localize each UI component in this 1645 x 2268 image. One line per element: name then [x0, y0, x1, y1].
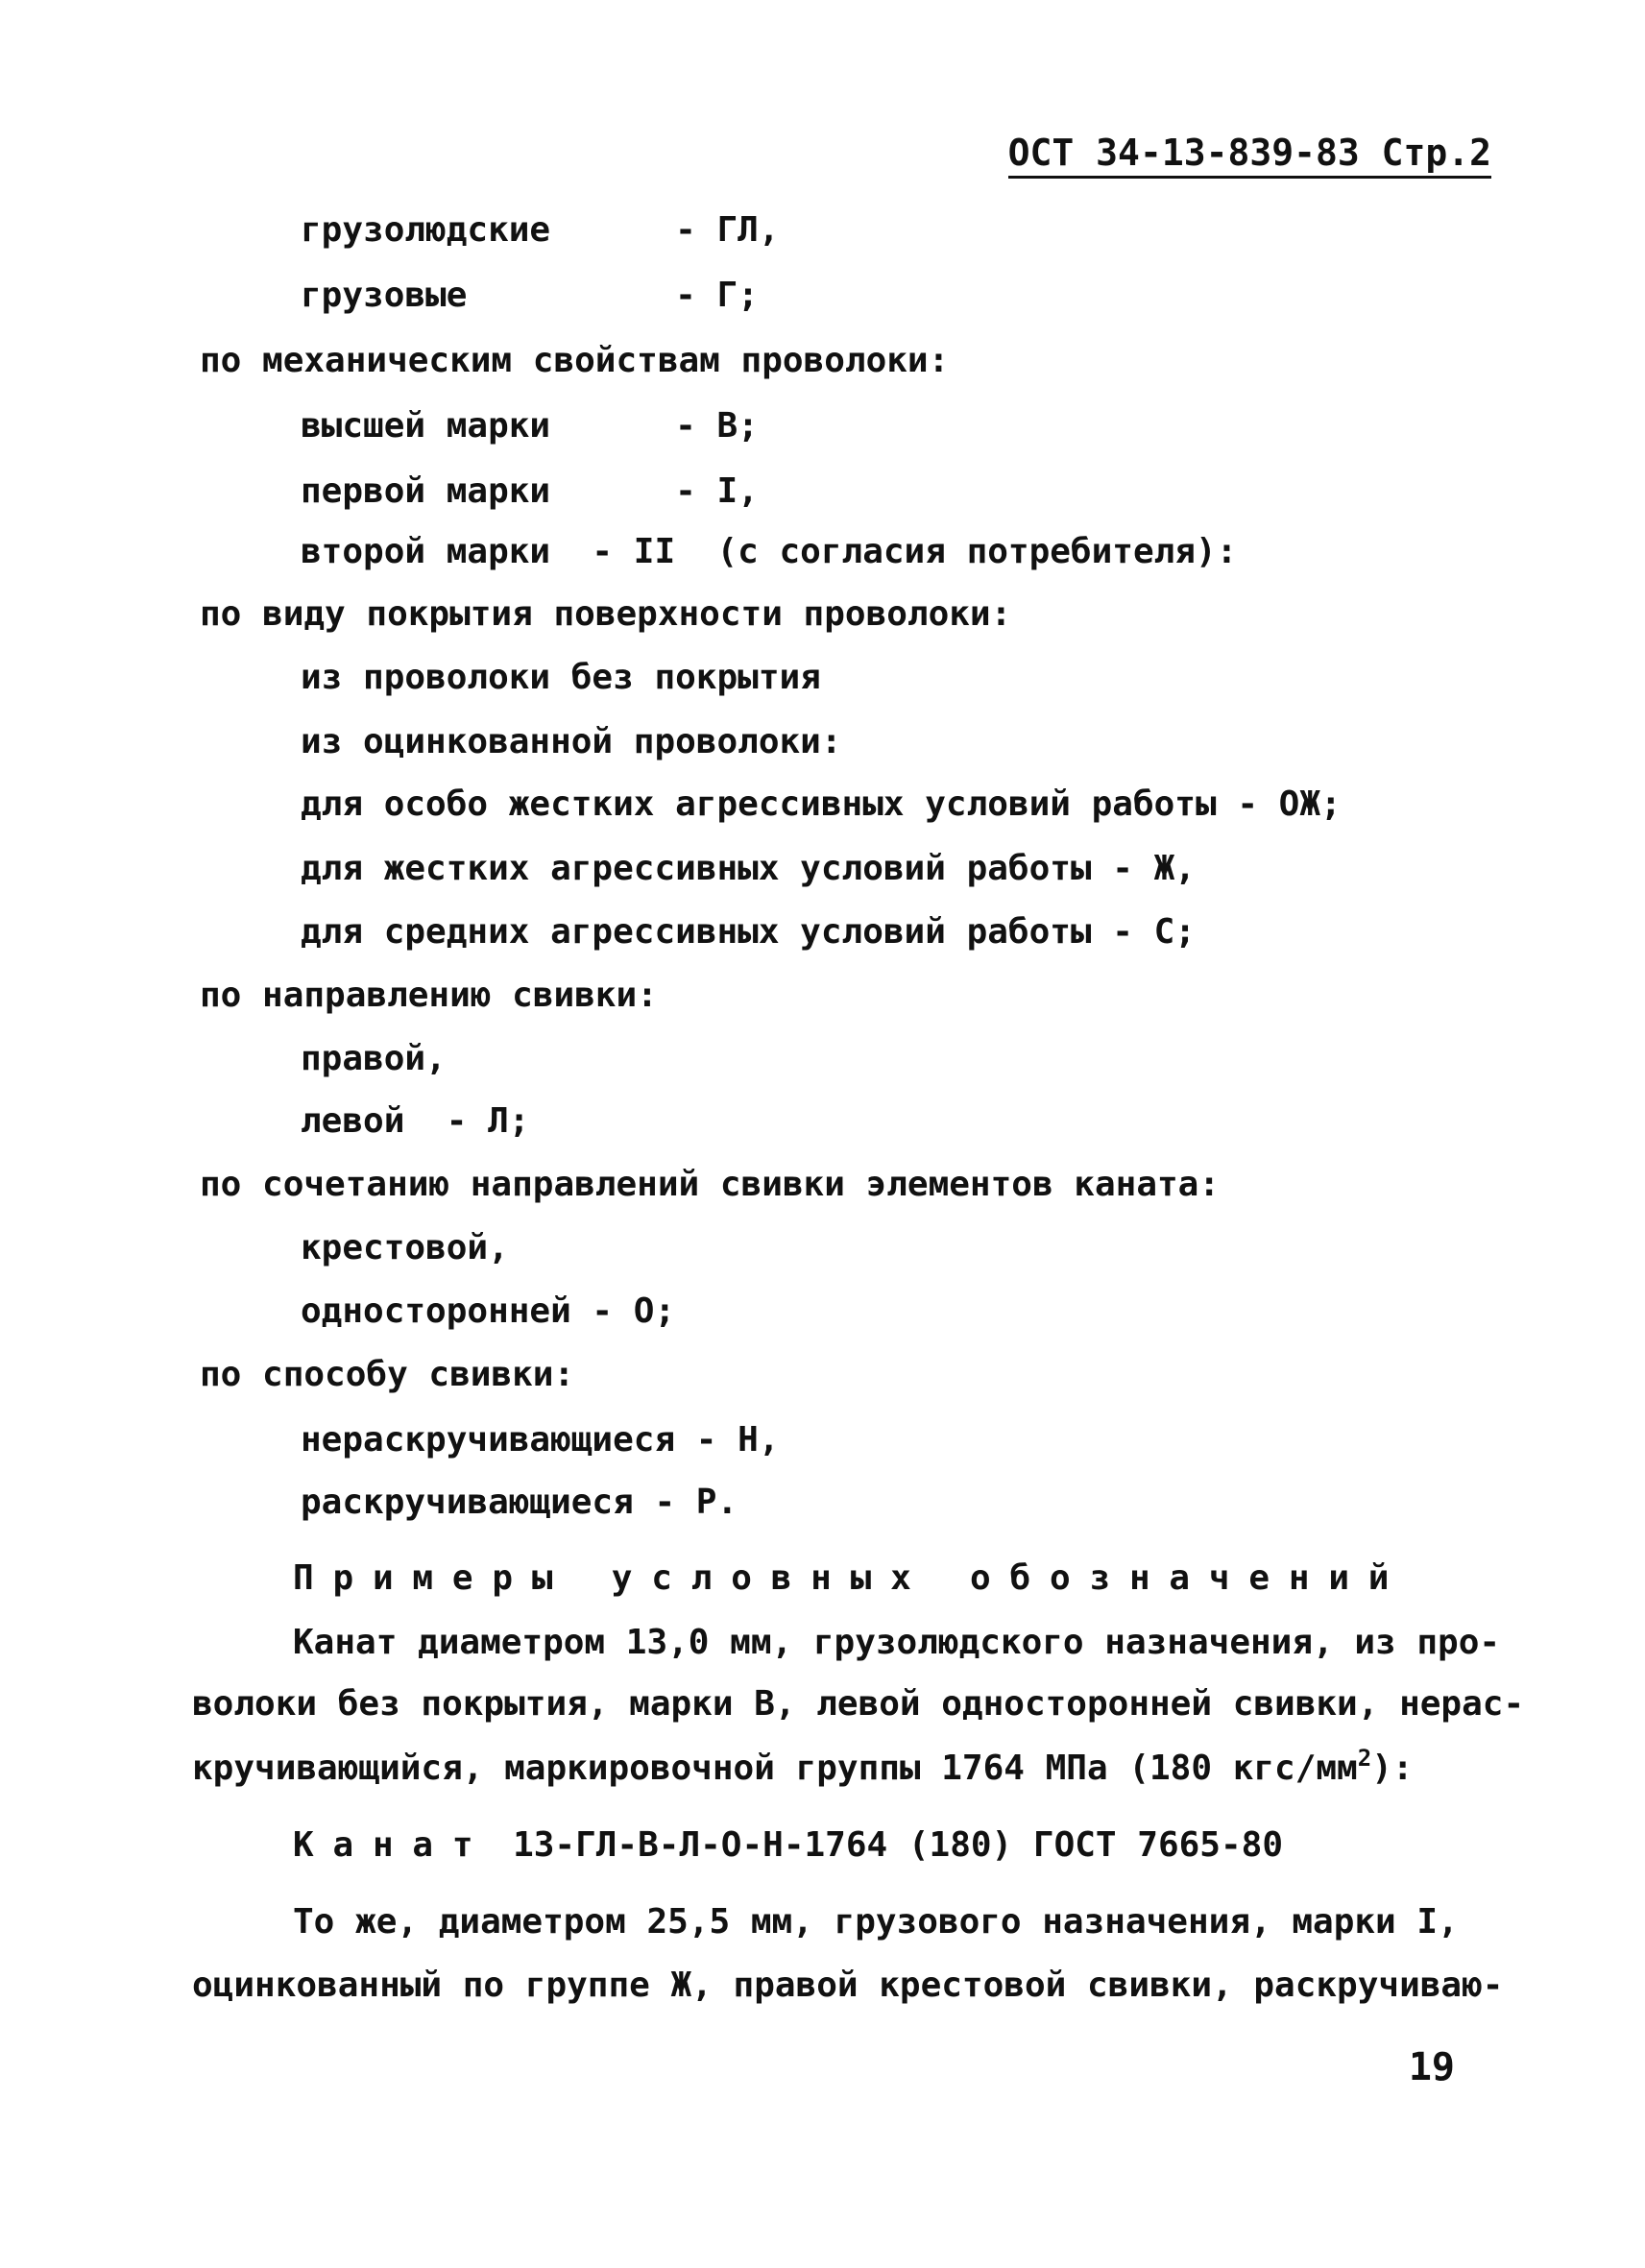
text-line: грузовые - Г;	[301, 276, 759, 315]
text-line: для жестких агрессивных условий работы - Ж,	[301, 849, 1196, 888]
text-line: для особо жестких агрессивных условий работы - ОЖ;	[301, 784, 1342, 824]
text-line: по механическим свойствам проволоки:	[200, 341, 950, 380]
page-number: 19	[1408, 2045, 1455, 2089]
text-line: первой марки - I,	[301, 471, 759, 511]
paragraph-line: оцинкованный по группе Ж, правой крестовой свивки, раскручиваю-	[192, 1966, 1504, 2005]
paragraph-line-tail: ):	[1371, 1749, 1414, 1788]
superscript: 2	[1357, 1745, 1372, 1772]
text-line: из оцинкованной проволоки:	[301, 722, 842, 761]
designation-line	[293, 1825, 1283, 1865]
paragraph-line: волоки без покрытия, марки В, левой односторонней свивки, нерас-	[192, 1684, 1525, 1724]
text-line: крестовой,	[301, 1228, 509, 1267]
text-line: раскручивающиеся - Р.	[301, 1483, 738, 1522]
paragraph-line	[192, 1745, 1414, 1788]
examples-heading: Примеры условных обозначений	[293, 1558, 1409, 1598]
text-line: по виду покрытия поверхности проволоки:	[200, 594, 1012, 634]
text-line: по способу свивки:	[200, 1355, 575, 1394]
text-line: второй марки - II (с согласия потребителя):	[301, 532, 1238, 571]
designation-value: 13-ГЛ-В-Л-О-Н-1764 (180) ГОСТ 7665-80	[513, 1825, 1283, 1865]
document-header: ОСТ 34-13-839-83 Стр.2	[1008, 132, 1491, 179]
paragraph-line-text: кручивающийся, маркировочной группы 1764 МПа (180 кгс/мм	[192, 1749, 1358, 1788]
designation-label: Канат	[293, 1825, 493, 1865]
text-line: по направлению свивки:	[200, 976, 658, 1015]
paragraph-line: Канат диаметром 13,0 мм, грузолюдского назначения, из про-	[293, 1623, 1501, 1662]
text-line: правой,	[301, 1039, 447, 1078]
paragraph-line: То же, диаметром 25,5 мм, грузового назначения, марки I,	[293, 1902, 1459, 1942]
text-line: односторонней - О;	[301, 1291, 676, 1331]
text-line: высшей марки - В;	[301, 406, 759, 446]
text-line: из проволоки без покрытия	[301, 658, 821, 697]
text-line: левой - Л;	[301, 1101, 530, 1141]
text-line: нераскручивающиеся - Н,	[301, 1420, 780, 1460]
text-line: грузолюдские - ГЛ,	[301, 210, 780, 250]
text-line: для средних агрессивных условий работы - С;	[301, 912, 1196, 952]
text-line: по сочетанию направлений свивки элементов каната:	[200, 1165, 1221, 1204]
